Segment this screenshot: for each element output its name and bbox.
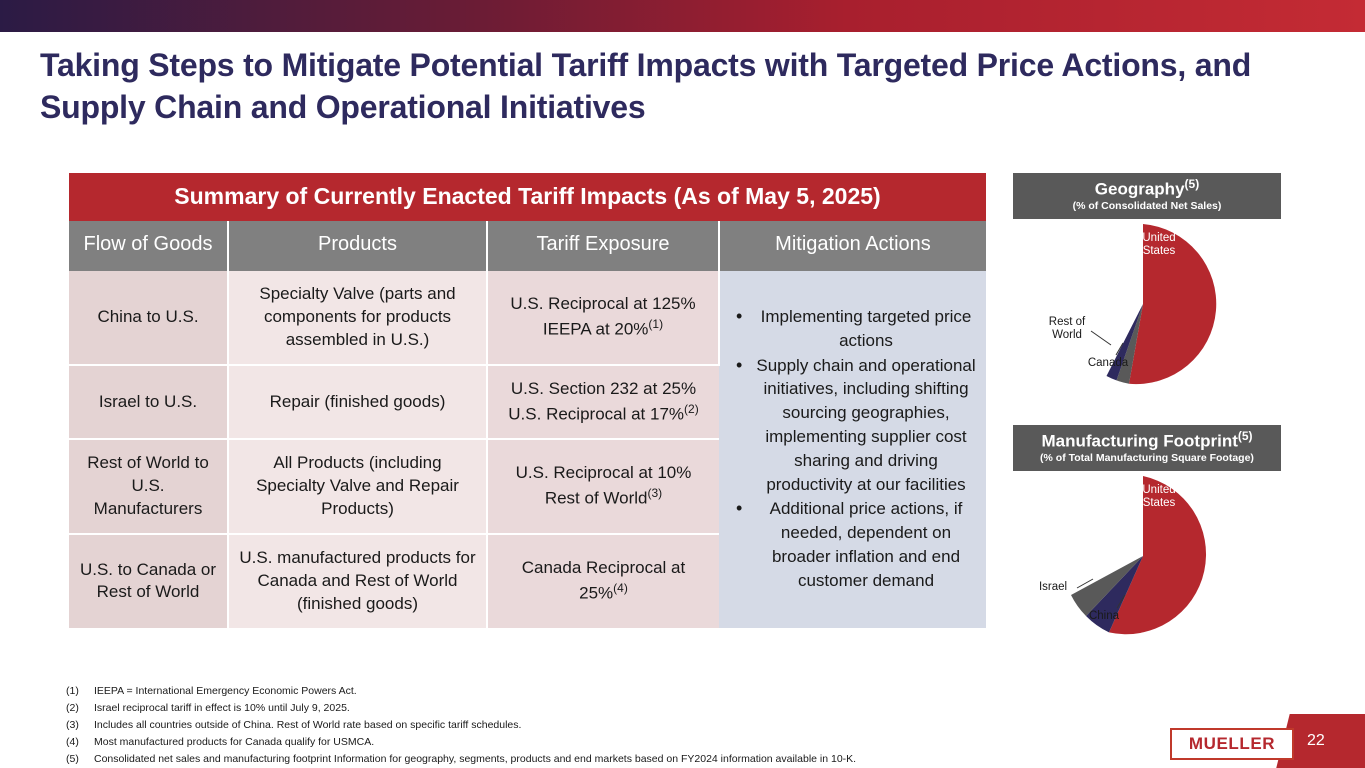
cell-flow-of-goods: Israel to U.S. <box>69 365 228 440</box>
cell-mitigation-actions <box>719 271 986 629</box>
footnote-ref: (4) <box>613 581 628 596</box>
cell-products: All Products (including Specialty Valve and Repair Products) <box>228 439 487 534</box>
exposure-line-2: IEEPA at 20% <box>542 319 649 339</box>
footnotes <box>66 683 1066 768</box>
mitigation-bullet-list <box>730 305 976 593</box>
cell-products: Repair (finished goods) <box>228 365 487 440</box>
footnote-text: Most manufactured products for Canada qualify for USMCA. <box>94 736 375 748</box>
cell-flow-of-goods: U.S. to Canada or Rest of World <box>69 534 228 629</box>
table-banner: Summary of Currently Enacted Tariff Impacts (As of May 5, 2025) <box>69 173 986 221</box>
footnote-number: (3) <box>66 719 79 731</box>
geography-chart-header <box>1013 173 1281 219</box>
pie-label-china: China <box>1088 609 1120 622</box>
cell-products: U.S. manufactured products for Canada and Rest of World (finished goods) <box>228 534 487 629</box>
footnote-row <box>66 683 1066 700</box>
exposure-line-1: U.S. Section 232 at 25% <box>510 378 697 398</box>
exposure-line-1: U.S. Reciprocal at 10% <box>515 463 692 483</box>
manufacturing-title-text: Manufacturing Footprint <box>1041 431 1238 451</box>
manufacturing-pie-area <box>1013 471 1273 641</box>
pie-label-israel: Israel <box>1038 580 1068 593</box>
manufacturing-chart-header <box>1013 425 1281 471</box>
page-number: 22 <box>1297 714 1365 768</box>
page-title: Taking Steps to Mitigate Potential Tariff Impacts with Targeted Price Actions, and Supply Chain and Operational Initiatives <box>40 47 1252 126</box>
geography-chart-title <box>1017 178 1277 199</box>
manufacturing-footprint-chart <box>1013 425 1281 641</box>
column-header-mitigation-actions: Mitigation Actions <box>719 221 986 271</box>
footnote-ref: (5) <box>1184 177 1200 191</box>
list-item: • Additional price actions, if needed, dependent on broader inflation and end customer demand <box>730 497 976 592</box>
cell-tariff-exposure <box>487 271 719 365</box>
cell-tariff-exposure <box>487 534 719 629</box>
cell-tariff-exposure <box>487 365 719 440</box>
footnote-row <box>66 717 1066 734</box>
footnote-row <box>66 700 1066 717</box>
cell-tariff-exposure <box>487 439 719 534</box>
exposure-line-2: 25% <box>579 583 614 603</box>
cell-products: Specialty Valve (parts and components for products assembled in U.S.) <box>228 271 487 365</box>
footnote-row <box>66 751 1066 768</box>
top-accent-bar <box>0 0 1365 32</box>
column-header-tariff-exposure: Tariff Exposure <box>487 221 719 271</box>
pie-label-united-states: United States <box>1142 483 1176 510</box>
exposure-line-2: U.S. Reciprocal at 17% <box>508 404 685 424</box>
manufacturing-chart-title <box>1017 430 1277 451</box>
footnote-number: (1) <box>66 685 79 697</box>
list-item: • Supply chain and operational initiatives, including shifting sourcing geographies, implementing supplier cost sharing and driving productivity at our facilities <box>730 354 976 497</box>
column-header-products: Products <box>228 221 487 271</box>
exposure-line-2: Rest of World <box>544 488 648 508</box>
footnote-text: Israel reciprocal tariff in effect is 10% until July 9, 2025. <box>94 702 350 714</box>
geography-chart-subtitle: (% of Consolidated Net Sales) <box>1072 200 1222 213</box>
geography-pie-area <box>1013 219 1273 389</box>
exposure-line-1: Canada Reciprocal at <box>521 558 686 578</box>
table-row <box>69 271 986 365</box>
mueller-logo: MUELLER <box>1170 728 1294 760</box>
pie-label-canada: Canada <box>1087 356 1129 369</box>
pie-label-united-states: United States <box>1142 231 1176 258</box>
footnote-text: Consolidated net sales and manufacturing footprint Information for geography, segments, products and end markets based on FY2024 information available in 10-K. <box>94 753 857 765</box>
cell-flow-of-goods: Rest of World to U.S. Manufacturers <box>69 439 228 534</box>
footnote-number: (2) <box>66 702 79 714</box>
footnote-row <box>66 734 1066 751</box>
tariff-summary-table <box>69 173 986 630</box>
column-header-flow-of-goods: Flow of Goods <box>69 221 228 271</box>
manufacturing-chart-subtitle: (% of Total Manufacturing Square Footage) <box>1040 452 1254 465</box>
footnote-number: (4) <box>66 736 79 748</box>
footnote-number: (5) <box>66 753 79 765</box>
footnote-ref: (3) <box>647 486 663 501</box>
footnote-ref: (1) <box>648 316 664 331</box>
table-header-row <box>69 221 986 271</box>
geography-chart <box>1013 173 1281 389</box>
list-item: • Implementing targeted price actions <box>730 305 976 353</box>
footnote-text: IEEPA = International Emergency Economic Powers Act. <box>94 685 357 697</box>
footnote-ref: (2) <box>684 401 699 416</box>
geography-title-text: Geography <box>1094 179 1185 199</box>
pie-label-rest-of-world: Rest of World <box>1048 315 1086 342</box>
cell-flow-of-goods: China to U.S. <box>69 271 228 365</box>
exposure-line-1: U.S. Reciprocal at 125% <box>510 294 696 314</box>
footnote-text: Includes all countries outside of China. Rest of World rate based on specific tariff schedules. <box>94 719 522 731</box>
footnote-ref: (5) <box>1237 429 1253 443</box>
